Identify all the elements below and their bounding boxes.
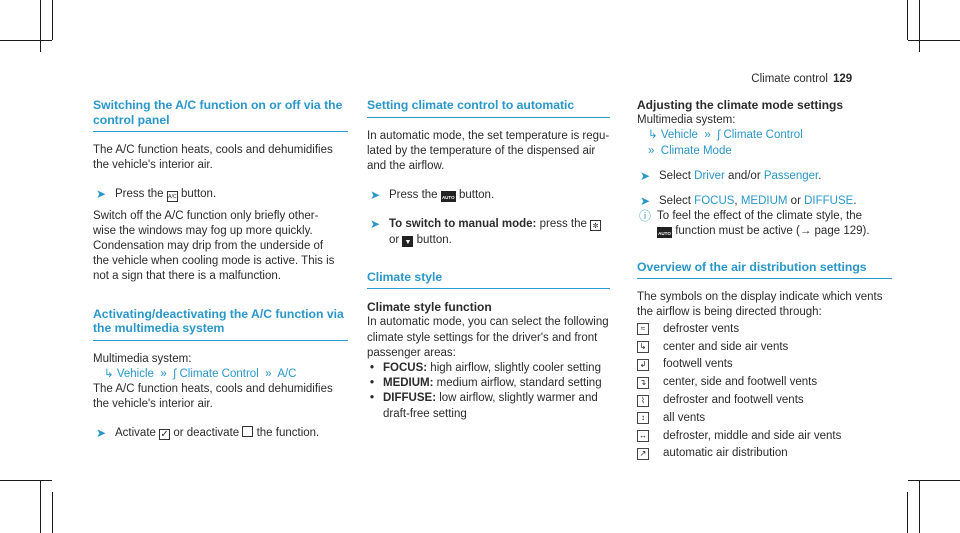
paragraph: The symbols on the display indicate which vents the airflow is being directed through:: [637, 291, 883, 319]
paragraph: The A/C function heats, cools and dehumidifies the vehicle's interior air.: [93, 383, 333, 411]
crop-mark: [52, 492, 53, 533]
menu-item-vehicle[interactable]: Vehicle: [660, 129, 698, 142]
checkbox-empty-icon: [242, 426, 253, 437]
sub-heading: Adjusting the climate mode settings: [637, 98, 844, 112]
vent-label: defroster vents: [663, 322, 740, 335]
crop-mark: [40, 0, 41, 52]
defroster-vent-icon: ≈: [637, 323, 649, 335]
paragraph: Switch off the A/C function only briefly other- wise the windows may fog up more quickly.: [93, 209, 319, 237]
checkbox-checked-icon: ✓: [160, 429, 169, 441]
option-passenger[interactable]: Passenger: [763, 169, 819, 182]
crop-mark: [907, 0, 908, 40]
instruction-step: ➤ To switch to manual mode: press the ✼ or ▼ button.: [367, 217, 610, 247]
climate-icon: ∫: [717, 129, 721, 142]
vent-label: center, side and footwell vents: [663, 376, 818, 389]
vent-list-item: [637, 338, 892, 356]
paragraph: Condensation may drip from the underside of the vehicle when cooling mode is active. This is not a sign that there is a malfunction.: [93, 240, 335, 283]
chevron-right-icon: »: [648, 144, 658, 157]
column-1: [93, 98, 348, 442]
instruction-step: ➤ Press the A/C button.: [96, 187, 217, 202]
crop-mark: [907, 492, 908, 533]
sub-heading: Climate style function: [367, 300, 492, 315]
vent-label: defroster, middle and side air vents: [663, 429, 842, 442]
all-vents-icon: ↕: [637, 412, 649, 424]
vent-list-item: [637, 445, 892, 463]
crop-mark: [52, 0, 53, 40]
auto-button-icon: AUTO: [441, 191, 456, 202]
section-heading: Climate style: [367, 270, 610, 290]
section-heading: Overview of the air distribution settings: [637, 260, 892, 280]
menu-item-climate-control[interactable]: Climate Control: [179, 367, 259, 380]
menu-path: [93, 367, 348, 382]
vent-list-item: [637, 392, 892, 410]
instruction-step: ➤ Press the AUTO button.: [370, 188, 495, 203]
chevron-right-icon: »: [261, 367, 275, 380]
vent-label: defroster and footwell vents: [663, 394, 804, 407]
column-2: [367, 98, 610, 422]
crop-mark: [40, 480, 41, 533]
center-side-vent-icon: ↳: [637, 341, 649, 353]
list-item: • FOCUS: high airflow, slightly cooler setting: [367, 361, 610, 376]
center-side-footwell-vent-icon: ↴: [637, 377, 649, 389]
vent-label: all vents: [663, 411, 706, 424]
section-heading: Setting climate control to automatic: [367, 98, 610, 118]
menu-path: [637, 128, 892, 143]
paragraph: Multimedia system:: [93, 352, 192, 365]
paragraph: In automatic mode, the set temperature is regu- lated by the temperature of the dispensed air and the airflow.: [367, 129, 610, 172]
paragraph: The A/C function heats, cools and dehumidifies the vehicle's interior air.: [93, 144, 333, 172]
instruction-step: ➤ Activate ✓ or deactivate the function.: [96, 426, 320, 441]
step-arrow-icon: ➤: [640, 194, 651, 209]
bullet-icon: •: [370, 362, 375, 375]
column-3: [637, 98, 892, 463]
step-arrow-icon: ➤: [370, 217, 381, 232]
chevron-right-icon: »: [157, 367, 170, 380]
step-arrow-icon: ➤: [370, 188, 381, 203]
path-hook-icon: ↳: [648, 129, 658, 142]
vent-list: [637, 321, 892, 463]
fan-icon: ✼: [590, 220, 601, 231]
page-number: 129: [833, 73, 853, 85]
bullet-icon: •: [370, 392, 375, 405]
option-focus[interactable]: FOCUS: [694, 195, 735, 208]
defroster-footwell-vent-icon: ⌇: [637, 395, 649, 407]
menu-path: [637, 144, 892, 159]
paragraph: In automatic mode, you can select the following climate style settings for the driver's and front passenger areas:: [367, 316, 609, 359]
crop-mark: [908, 40, 960, 41]
menu-item-vehicle[interactable]: Vehicle: [116, 367, 154, 380]
vent-list-item: [637, 410, 892, 428]
vent-list-item: [637, 427, 892, 445]
crop-mark: [919, 480, 920, 533]
climate-icon: ∫: [173, 367, 177, 380]
section-heading: Activating/deactivating the A/C function via the multimedia system: [93, 307, 348, 341]
option-medium[interactable]: MEDIUM: [740, 195, 788, 208]
crop-mark: [0, 40, 52, 41]
vent-list-item: [637, 374, 892, 392]
info-icon: ⓘ: [639, 209, 652, 224]
chevron-right-icon: »: [701, 129, 714, 142]
step-arrow-icon: ➤: [96, 187, 107, 202]
menu-item-ac[interactable]: A/C: [277, 367, 297, 380]
crop-mark: [919, 0, 920, 52]
automatic-distribution-icon: ↗: [637, 448, 649, 460]
menu-item-climate-mode[interactable]: Climate Mode: [660, 144, 732, 157]
option-driver[interactable]: Driver: [694, 169, 725, 182]
vent-label: center and side air vents: [663, 340, 789, 353]
vent-list-item: [637, 356, 892, 374]
list-item: • DIFFUSE: low airflow, slightly warmer and draft-free setting: [370, 392, 598, 420]
option-diffuse[interactable]: DIFFUSE: [804, 195, 854, 208]
section-heading: Switching the A/C function on or off via the control panel: [93, 98, 348, 132]
auto-button-icon: AUTO: [657, 227, 672, 238]
vent-label: footwell vents: [663, 358, 733, 371]
defroster-middle-side-vent-icon: ↔: [639, 431, 647, 441]
running-header: Climate control: [751, 73, 828, 85]
step-arrow-icon: ➤: [96, 426, 107, 441]
menu-item-climate-control[interactable]: Climate Control: [723, 129, 803, 142]
info-note: ⓘ To feel the effect of the climate style, the AUTO function must be active (→ page 129).: [639, 209, 870, 238]
step-arrow-icon: ➤: [640, 168, 651, 183]
instruction-step: ➤ Select Driver and/or Passenger.: [640, 168, 822, 183]
footwell-vent-icon: ↲: [637, 359, 649, 371]
instruction-step: ➤ Select FOCUS, MEDIUM or DIFFUSE.: [640, 194, 857, 209]
ac-button-icon: A/C: [167, 191, 178, 202]
path-hook-icon: ↳: [104, 367, 114, 380]
bullet-icon: •: [370, 377, 375, 390]
fan-down-up-icon: ▼: [402, 236, 413, 247]
paragraph: Multimedia system:: [637, 114, 736, 127]
crop-mark: [908, 480, 960, 481]
crop-mark: [0, 480, 52, 481]
vent-list-item: [637, 321, 892, 339]
vent-label: automatic air distribution: [663, 447, 788, 460]
list-item: • MEDIUM: medium airflow, standard setting: [367, 376, 610, 391]
